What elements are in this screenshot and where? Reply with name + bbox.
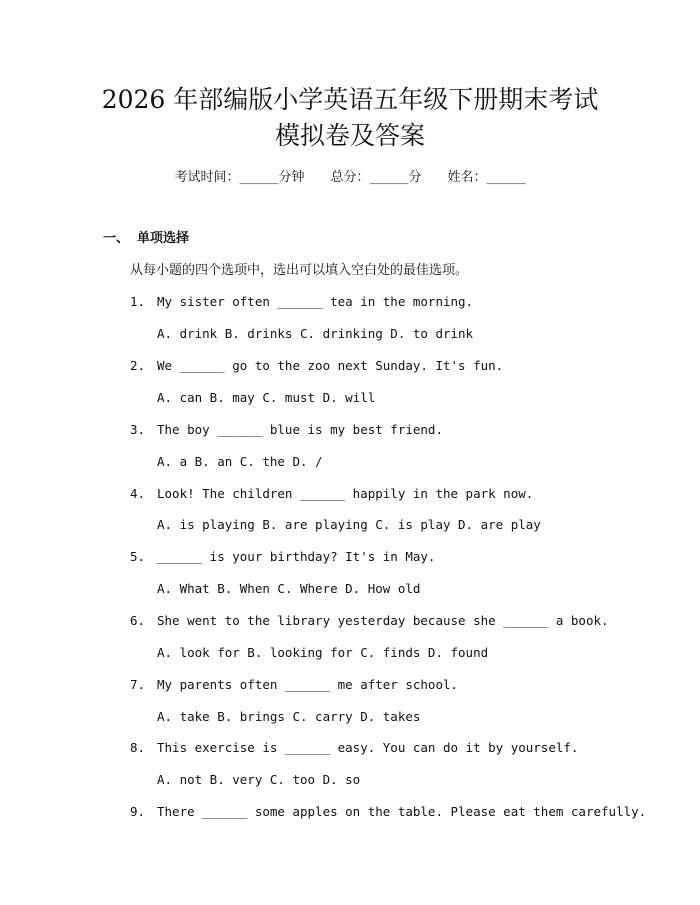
section-number: 一、 (103, 231, 130, 246)
question-3 (130, 421, 443, 439)
question-text: My parents often ______ me after school. (157, 677, 459, 692)
section-heading (103, 230, 189, 248)
question-2 (130, 357, 503, 375)
question-text: We ______ go to the zoo next Sunday. It's fun. (157, 358, 504, 373)
question-2-options: A. can B. may C. must D. will (157, 390, 376, 405)
question-3-options: A. a B. an C. the D. / (157, 454, 323, 469)
student-name-field: 姓名：______ (447, 170, 526, 185)
section-title: 单项选择 (137, 231, 190, 246)
question-number: 1. (130, 294, 146, 309)
exam-title-line-1: 2026 年部编版小学英语五年级下册期末考试 (101, 85, 599, 114)
exam-title-line-2: 模拟卷及答案 (274, 121, 425, 150)
question-text: This exercise is ______ easy. You can do it by yourself. (157, 740, 579, 755)
question-7 (130, 676, 458, 694)
question-number: 3. (130, 422, 146, 437)
question-number: 9. (130, 804, 146, 819)
section-instruction: 从每小题的四个选项中，选出可以填入空白处的最佳选项。 (130, 263, 469, 278)
question-4 (130, 485, 533, 503)
question-6-options: A. look for B. looking for C. finds D. found (157, 645, 489, 660)
total-score-field: 总分：______分 (330, 170, 422, 185)
question-8-options: A. not B. very C. too D. so (157, 772, 361, 787)
question-number: 5. (130, 549, 146, 564)
question-9 (130, 803, 646, 821)
question-text: My sister often ______ tea in the morning. (157, 294, 474, 309)
question-6 (130, 612, 609, 630)
question-number: 7. (130, 677, 146, 692)
question-number: 2. (130, 358, 146, 373)
question-number: 8. (130, 740, 146, 755)
question-8 (130, 739, 578, 757)
exam-time-field: 考试时间：______分钟 (174, 170, 305, 185)
exam-meta (0, 169, 700, 187)
question-text: There ______ some apples on the table. Please eat them carefully. (157, 804, 647, 819)
question-1-options: A. drink B. drinks C. drinking D. to drink (157, 326, 474, 341)
question-5 (130, 548, 435, 566)
question-1 (130, 293, 473, 311)
question-7-options: A. take B. brings C. carry D. takes (157, 709, 421, 724)
question-4-options: A. is playing B. are playing C. is play D. are play (157, 517, 541, 532)
question-text: The boy ______ blue is my best friend. (157, 422, 443, 437)
question-number: 6. (130, 613, 146, 628)
question-text: She went to the library yesterday because she ______ a book. (157, 613, 609, 628)
question-number: 4. (130, 486, 146, 501)
question-text: ______ is your birthday? It's in May. (157, 549, 436, 564)
question-5-options: A. What B. When C. Where D. How old (157, 581, 421, 596)
question-text: Look! The children ______ happily in the park now. (157, 486, 534, 501)
